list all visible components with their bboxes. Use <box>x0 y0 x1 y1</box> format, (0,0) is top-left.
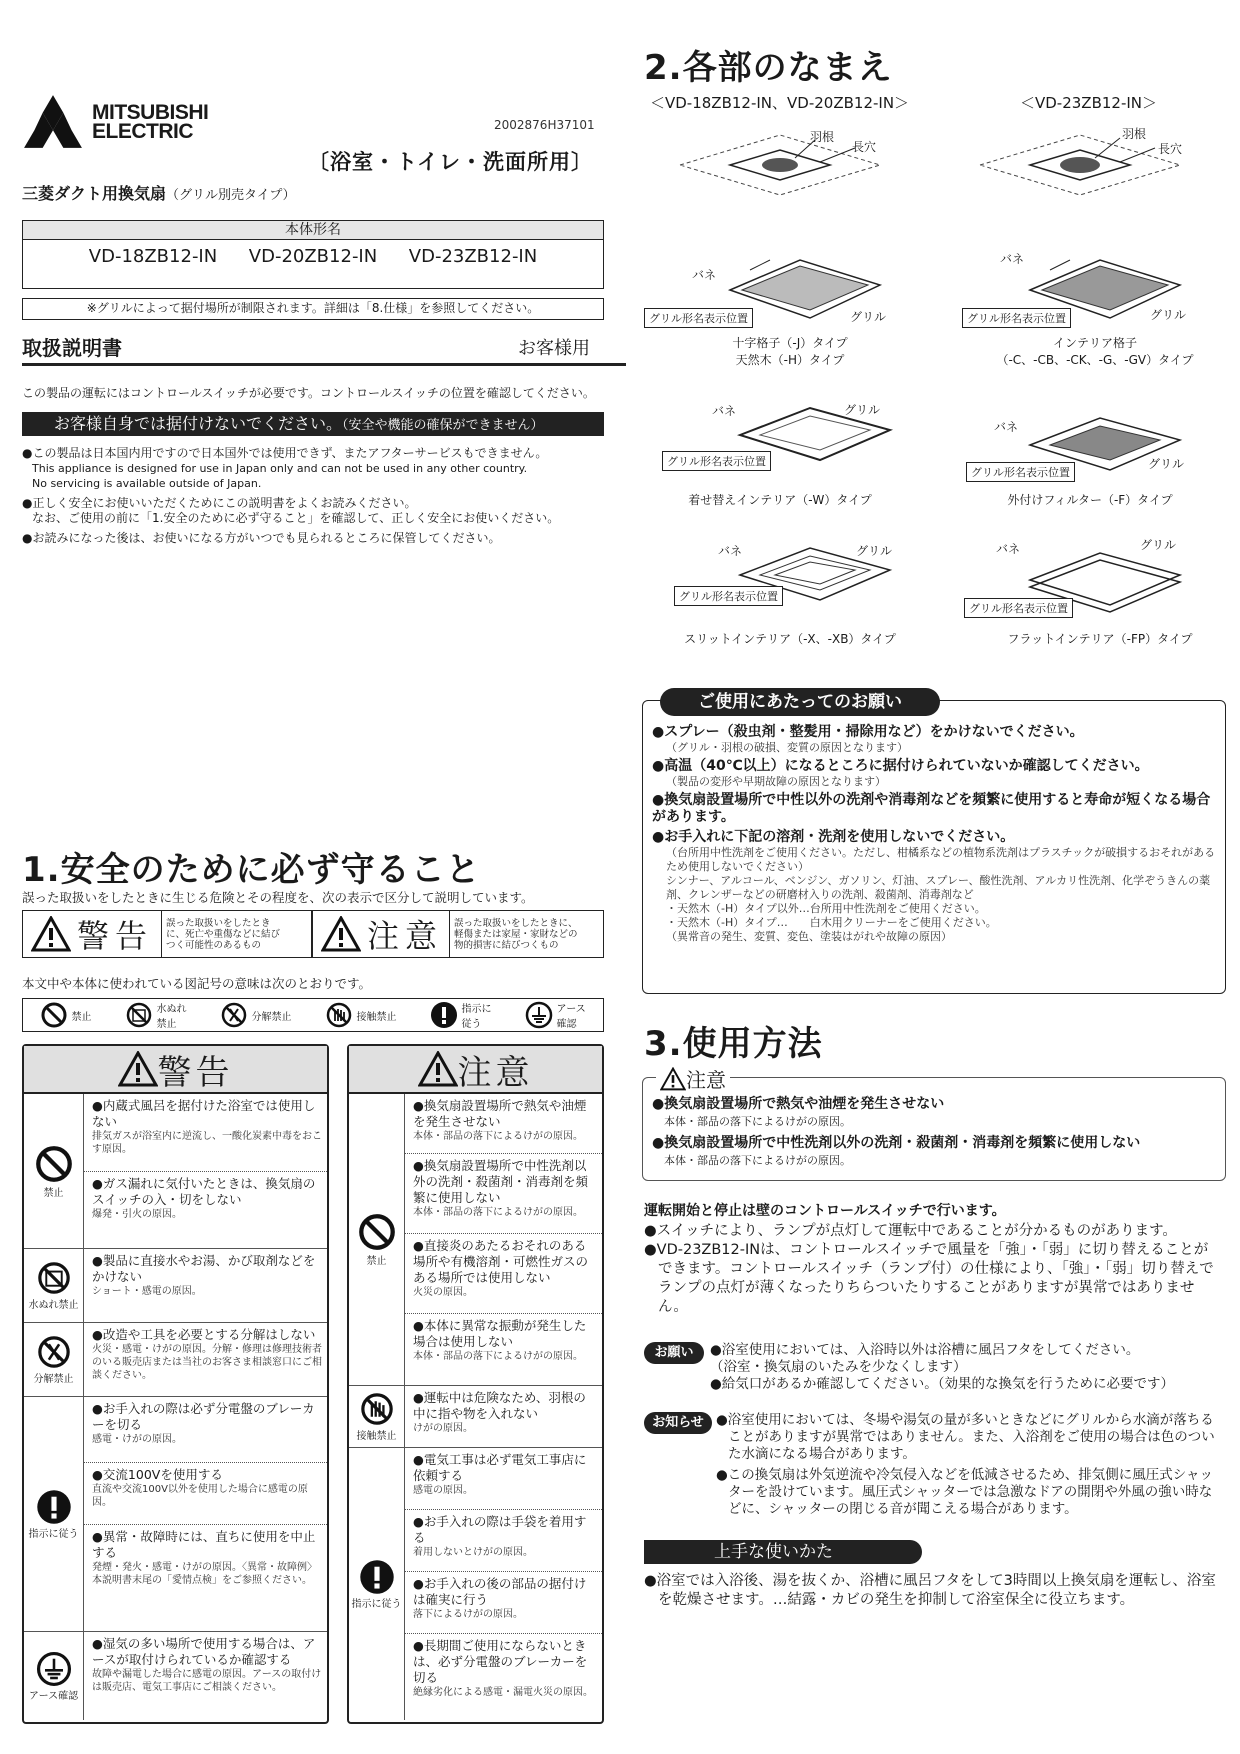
ceiling-mount-figure-a <box>660 120 900 210</box>
grille-label-position: グリル形名表示位置 <box>964 598 1073 618</box>
section3-caution-item: ●換気扇設置場所で中性洗剤以外の洗剤・殺菌剤・消毒剤を頻繁に使用しない <box>652 1135 1141 1151</box>
no-touch-icon <box>359 1391 395 1427</box>
part-spring-label: バネ <box>996 542 1021 556</box>
part-spring-label: バネ <box>1000 252 1025 266</box>
group-label: 水ぬれ禁止 <box>28 1300 79 1311</box>
group-label: 指示に従う <box>351 1598 402 1610</box>
part-blade-label: 羽根 <box>810 130 835 144</box>
warning-item: ●異常・故障時には、直ちに使用を中止する <box>92 1529 316 1560</box>
request-item: ●高温（40℃以上）になるところに据付けられていないか確認してください。 <box>652 758 1149 774</box>
control-switch-note: この製品の運転にはコントロールスイッチが必要です。コントロールスイッチの位置を確認してください。 <box>22 386 595 400</box>
follow-instructions-icon <box>359 1559 395 1595</box>
notice-tag: お知らせ <box>644 1412 712 1434</box>
prohibited-icon <box>40 1001 68 1029</box>
no-self-install-banner: お客様自身では据付けないでください。（安全や機能の確保ができません） <box>22 412 604 436</box>
caution-item: ●お手入れの後の部品の据付けは確実に行う <box>413 1576 587 1607</box>
divider <box>22 363 626 366</box>
figure-caption: 着せ替えインテリア（-W）タイプ <box>688 493 872 507</box>
request-item: ●スプレー（殺虫剤・整髪用・掃除用など）をかけないでください。 <box>652 724 1084 740</box>
caution-triangle-icon <box>321 916 361 952</box>
symbol-label: 接触禁止 <box>356 1011 397 1023</box>
warning-item: ●湿気の多い場所で使用する場合は、アースが取付けられているか確認する <box>92 1636 316 1667</box>
prohibited-icon <box>357 1212 397 1252</box>
intro-bullet: This appliance is designed for use in Japan only and can not be used in any other country. <box>32 462 528 475</box>
warning-group: 分解禁止 ●改造や工具を必要とする分解はしない 火災・感電・けがの原因。分解・修理は修理技術者のいる販売店または当社のお客さま相談窓口にご相談ください。 <box>24 1323 327 1397</box>
model-1: VD-18ZB12-IN <box>88 246 218 267</box>
warning-group: 禁止 ●内蔵式風呂を据付けた浴室では使用しない 排気ガスが浴室内に逆流し、一酸化炭素中毒をおこす原因。 ●ガス漏れに気付いたときは、換気扇のスイッチの入・切をしない 爆発・引火の原因。 <box>24 1094 327 1249</box>
part-slot-label: 長穴 <box>1158 142 1183 156</box>
grille-label-position: グリル形名表示位置 <box>966 462 1075 482</box>
model-2: VD-20ZB12-IN <box>248 246 378 267</box>
no-water-icon <box>125 1001 153 1029</box>
section2-title: 2.各部のなまえ <box>644 48 893 88</box>
part-grille-label: グリル <box>856 544 893 558</box>
brand-logo <box>22 92 242 152</box>
notice-note: ●この換気扇は外気逆流や冷気侵入などを低減させるため、排気側に風圧式シャッターを設けています。風圧式シャッターでは急激なドアの開閉や外風の強い時などに、シャッターの閉じる音が聞こえる場合があります。 <box>716 1467 1213 1517</box>
caution-legend <box>312 910 604 958</box>
operation-item: ●VD-23ZB12-INは、コントロールスイッチで風量を「強」・「弱」に切り替えることができます。コントロールスイッチ（ランプ付）の仕様により、「強」・「弱」切り替えでランプの点灯が薄くなったりちらついたりすることがありますが異常ではありません。 <box>644 1242 1214 1315</box>
symbol-intro: 本文中や本体に使われている図記号の意味は次のとおりです。 <box>22 976 372 991</box>
three-diamonds-logo-icon <box>22 93 84 151</box>
part-grille-label: グリル <box>1140 538 1177 552</box>
group-label: アース確認 <box>28 1690 79 1702</box>
part-grille-label: グリル <box>1148 457 1185 471</box>
warning-item: ●お手入れの際は必ず分電盤のブレーカーを切る <box>92 1401 315 1432</box>
grille-label-position: グリル形名表示位置 <box>662 451 771 471</box>
caution-group: 接触禁止 ●運転中は危険なため、羽根の中に指や物を入れない けがの原因。 <box>349 1386 602 1448</box>
intro-bullet: ●正しく安全にお使いいただくためにこの説明書をよくお読みください。 <box>22 496 417 510</box>
intro-bullet: ●この製品は日本国内用ですので日本国外では使用できず、またアフターサービスもできません。 <box>22 446 548 460</box>
brand-line2: ELECTRIC <box>92 120 193 143</box>
figure-caption: インテリア格子 （-C、-CB、-CK、-G、-GV）タイプ <box>996 336 1194 367</box>
request-tag: お願い <box>644 1342 704 1364</box>
part-spring-label: バネ <box>994 420 1019 434</box>
warning-panel-title: 警告 <box>157 1052 234 1093</box>
grille-note: ※グリルによって据付場所が制限されます。詳細は「8.仕様」を参照してください。 <box>22 298 604 320</box>
model-3: VD-23ZB12-IN <box>408 246 538 267</box>
no-touch-icon <box>325 1001 353 1029</box>
warning-desc: 誤った取扱いをしたときに、死亡や重傷などに結びつく可能性のあるもの <box>161 911 289 957</box>
operation-item: ●スイッチにより、ランプが点灯して運転中であることが分かるものがあります。 <box>644 1223 1177 1239</box>
caution-panel-title: 注意 <box>457 1052 534 1093</box>
symbol-label: アース確認 <box>556 1004 586 1030</box>
group-label: 禁止 <box>366 1256 387 1267</box>
usage-requests-title: ご使用にあたってのお願い <box>660 688 940 716</box>
section3-caution-item: ●換気扇設置場所で熱気や油煙を発生させない <box>652 1096 945 1112</box>
product-name: 三菱ダクト用換気扇（グリル別売タイプ） <box>22 184 296 203</box>
caution-item: ●換気扇設置場所で中性洗剤以外の洗剤・殺菌剤・消毒剤を頻繁に使用しない <box>413 1158 589 1205</box>
part-spring-label: バネ <box>712 404 737 418</box>
caution-triangle-icon <box>660 1067 686 1091</box>
caution-panel <box>347 1044 604 1724</box>
warning-item: ●ガス漏れに気付いたときは、換気扇のスイッチの入・切をしない <box>92 1176 316 1207</box>
figure-caption: フラットインテリア（-FP）タイプ <box>1007 632 1193 646</box>
group-label: 指示に従う <box>28 1528 79 1540</box>
ceiling-mount-figure-b <box>970 120 1210 210</box>
section3-caution-title: 注意 <box>686 1068 726 1092</box>
brand-line1: MITSUBISHI <box>92 101 209 124</box>
manual-title: 取扱説明書 <box>22 336 122 360</box>
caution-group: 禁止 ●換気扇設置場所で熱気や油煙を発生させない 本体・部品の落下によるけがの原因。 ●換気扇設置場所で中性洗剤以外の洗剤・殺菌剤・消毒剤を頻繁に使用しない 本体・部品の落下によるけがの原因。 ●直接炎のあたるおそれのある場所や有機溶剤・可燃性ガスのある場所では使用しない 火災の原因。 ●本体に異常な振動が発生した場合は使用しない 本体・部品の落下によるけがの原因。 <box>349 1094 602 1386</box>
grille-label-position: グリル形名表示位置 <box>962 308 1071 328</box>
for-customer: お客様用 <box>518 338 590 359</box>
tips-text: ●浴室では入浴後、湯を抜くか、浴槽に風呂フタをして3時間以上換気扇を運転し、浴室を乾燥させます。…結露・カビの発生を抑制して浴室保全に役立ちます。 <box>644 1573 1216 1608</box>
symbol-legend <box>22 998 604 1032</box>
intro-bullet: なお、ご使用の前に「1.安全のために必ず守ること」を確認して、正しく安全にお使いください。 <box>32 511 560 525</box>
request-item: ●お手入れに下記の溶剤・洗剤を使用しないでください。 <box>652 829 1015 845</box>
doc-number: 2002876H37101 <box>494 118 595 132</box>
part-grille-label: グリル <box>850 310 887 324</box>
model-group-a: ＜VD-18ZB12-IN、VD-20ZB12-IN＞ <box>650 94 910 112</box>
warning-panel <box>22 1044 329 1724</box>
no-water-icon <box>36 1260 72 1296</box>
part-grille-label: グリル <box>844 403 881 417</box>
tips-title: 上手な使いかた <box>644 1540 922 1564</box>
warning-legend <box>22 910 312 958</box>
warning-group: アース確認 ●湿気の多い場所で使用する場合は、アースが取付けられているか確認する 故障や漏電した場合に感電の原因。アースの取付けは販売店、電気工事店にご相談ください。 <box>24 1632 327 1720</box>
operation-title: 運転開始と停止は壁のコントロールスイッチで行います。 <box>644 1203 1006 1219</box>
ground-icon <box>525 1001 553 1029</box>
warning-item: ●交流100Vを使用する <box>92 1467 223 1482</box>
intro-bullet: No servicing is available outside of Japan. <box>32 477 262 490</box>
group-label: 接触禁止 <box>356 1431 397 1442</box>
follow-instructions-icon <box>430 1001 458 1029</box>
part-grille-label: グリル <box>1150 308 1187 322</box>
part-slot-label: 長穴 <box>852 140 877 154</box>
request-note: ●給気口があるか確認してください。（効果的な換気を行うために必要です） <box>710 1376 1175 1392</box>
product-note: （グリル別売タイプ） <box>166 188 296 203</box>
model-header: 本体形名 <box>23 221 603 240</box>
warning-item: ●改造や工具を必要とする分解はしない <box>92 1327 316 1342</box>
caution-item: ●長期間ご使用にならないときは、必ず分電盤のブレーカーを切る <box>413 1638 588 1685</box>
warning-group: 水ぬれ禁止 ●製品に直接水やお湯、かび取剤などをかけない ショート・感電の原因。 <box>24 1249 327 1323</box>
request-note: ●浴室使用においては、入浴時以外は浴槽に風呂フタをしてください。 （浴室・換気扇のいたみを少なくします） <box>710 1342 1140 1375</box>
caution-desc: 誤った取扱いをしたときに、軽傷または家屋・家財などの物的損害に結びつくもの <box>449 911 585 957</box>
section1-intro: 誤った取扱いをしたときに生じる危険とその程度を、次の表示で区分して説明しています。 <box>22 890 534 905</box>
grille-label-position: グリル形名表示位置 <box>674 586 783 606</box>
ground-icon <box>36 1651 72 1687</box>
symbol-label: 禁止 <box>71 1011 92 1023</box>
model-table <box>22 220 604 289</box>
caution-group: 指示に従う ●電気工事は必ず電気工事店に依頼する 感電の原因。 ●お手入れの際は手袋を着用する 着用しないとけがの原因。 ●お手入れの後の部品の据付けは確実に行う 落下によるけがの原因。 ●長期間ご使用にならないときは、必ず分電盤のブレーカーを切る 絶縁劣化による感電・漏電火災の原因。 <box>349 1448 602 1720</box>
notice-note: ●浴室使用においては、冬場や湯気の量が多いときなどにグリルから水滴が落ちることがありますが異常ではありません。また、入浴剤をご使用の場合は色のついた水滴になる場合があります。 <box>716 1412 1215 1462</box>
caution-item: ●直接炎のあたるおそれのある場所や有機溶剤・可燃性ガスのある場所では使用しない <box>413 1238 589 1285</box>
warning-label: 警告 <box>77 917 154 955</box>
symbol-label: 水ぬれ禁止 <box>156 1004 187 1030</box>
caution-triangle-icon <box>418 1051 458 1087</box>
section1-title: 1.安全のために必ず守ること <box>22 850 481 890</box>
group-label: 分解禁止 <box>33 1374 74 1385</box>
no-disassembly-icon <box>36 1334 72 1370</box>
intro-bullet: ●お読みになった後は、お使いになる方がいつでも見られるところに保管してください。 <box>22 531 501 545</box>
warning-item: ●内蔵式風呂を据付けた浴室では使用しない <box>92 1098 316 1129</box>
figure-caption: スリットインテリア（-X、-XB）タイプ <box>684 632 896 646</box>
symbol-label: 分解禁止 <box>251 1011 292 1023</box>
caution-label: 注意 <box>367 917 444 955</box>
caution-item: ●運転中は危険なため、羽根の中に指や物を入れない <box>413 1390 586 1421</box>
part-spring-label: バネ <box>692 268 717 282</box>
follow-instructions-icon <box>36 1489 72 1525</box>
group-label: 禁止 <box>43 1187 64 1199</box>
warning-triangle-icon <box>31 916 71 952</box>
model-group-b: ＜VD-23ZB12-IN＞ <box>1020 94 1158 112</box>
caution-item: ●お手入れの際は手袋を着用する <box>413 1514 587 1545</box>
warning-group: 指示に従う ●お手入れの際は必ず分電盤のブレーカーを切る 感電・けがの原因。 ●交流100Vを使用する 直流や交流100V以外を使用した場合に感電の原因。 ●異常・故障時には、直ちに使用を中止する 発煙・発火・感電・けがの原因。〈異常・故障例〉本説明書末尾の「愛情点検」をご参照ください。 <box>24 1397 327 1632</box>
figure-caption: 外付けフィルター（-F）タイプ <box>1007 493 1173 507</box>
figure-caption: 十字格子（-J）タイプ 天然木（-H）タイプ <box>732 336 848 367</box>
warning-item: ●製品に直接水やお湯、かび取剤などをかけない <box>92 1253 316 1284</box>
no-disassembly-icon <box>220 1001 248 1029</box>
caution-item: ●電気工事は必ず電気工事店に依頼する <box>413 1452 587 1483</box>
usage-label: 〔浴室・トイレ・洗面所用〕 <box>308 150 593 174</box>
caution-item: ●本体に異常な振動が発生した場合は使用しない <box>413 1318 587 1349</box>
part-blade-label: 羽根 <box>1122 127 1147 141</box>
grille-label-position: グリル形名表示位置 <box>644 308 753 328</box>
request-item: ●換気扇設置場所で中性以外の洗剤や消毒剤などを頻繁に使用すると寿命が短くなる場合があります。 <box>652 792 1211 825</box>
caution-item: ●換気扇設置場所で熱気や油煙を発生させない <box>413 1098 587 1129</box>
section3-title: 3.使用方法 <box>644 1024 823 1064</box>
symbol-label: 指示に従う <box>461 1004 492 1030</box>
warning-triangle-icon <box>118 1051 158 1087</box>
part-spring-label: バネ <box>718 544 743 558</box>
prohibited-icon <box>34 1144 74 1184</box>
